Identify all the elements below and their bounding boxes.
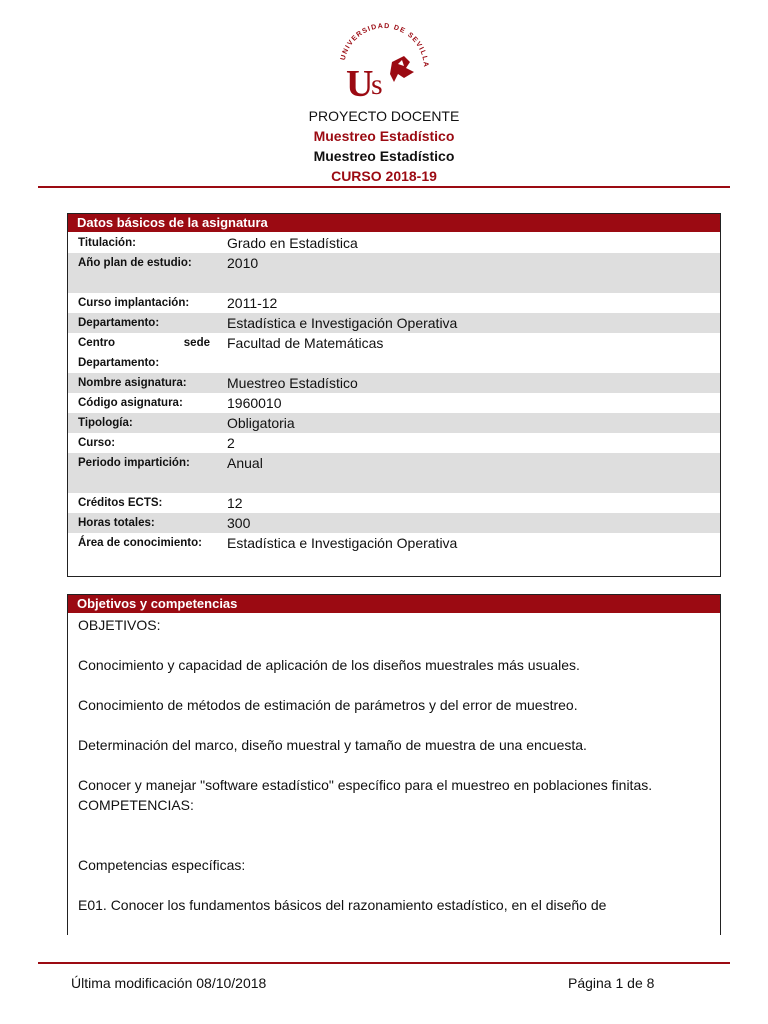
competency-item: E01. Conocer los fundamentos básicos del razonamiento estadístico, en el diseño de	[78, 897, 607, 913]
row-label: Área de conocimiento:	[78, 537, 202, 549]
course-year: CURSO 2018-19	[331, 168, 437, 184]
page-number: Página 1 de 8	[568, 975, 655, 991]
objectives-box	[67, 594, 721, 935]
university-logo	[334, 22, 434, 104]
objective-item: Conocimiento de métodos de estimación de parámetros y del error de muestreo.	[78, 697, 578, 713]
row-value: Anual	[227, 455, 263, 471]
data-row	[68, 453, 720, 493]
basic-data-heading: Datos básicos de la asignatura	[68, 214, 720, 232]
row-label: Centro sede Departamento:	[78, 337, 210, 369]
row-label: Créditos ECTS:	[78, 497, 163, 509]
row-value: Facultad de Matemáticas	[227, 335, 384, 351]
university-seal-icon	[334, 22, 434, 104]
objective-item: Conocimiento y capacidad de aplicación de los diseños muestrales más usuales.	[78, 657, 580, 673]
data-row	[68, 233, 720, 253]
row-value: Grado en Estadística	[227, 235, 358, 251]
row-label: Periodo impartición:	[78, 457, 190, 469]
data-row	[68, 413, 720, 433]
row-value: 2011-12	[227, 295, 278, 311]
row-label: Tipología:	[78, 417, 133, 429]
row-value: Muestreo Estadístico	[227, 375, 358, 391]
data-row	[68, 533, 720, 573]
row-value: Estadística e Investigación Operativa	[227, 535, 458, 551]
basic-data-box	[67, 213, 721, 577]
header-divider	[38, 186, 730, 188]
data-row	[68, 433, 720, 453]
last-modified: Última modificación 08/10/2018	[71, 975, 267, 991]
data-row	[68, 513, 720, 533]
row-value: Estadística e Investigación Operativa	[227, 315, 458, 331]
row-label: Nombre asignatura:	[78, 377, 187, 389]
subject-title: Muestreo Estadístico	[313, 148, 455, 164]
row-label: Año plan de estudio:	[78, 257, 192, 269]
subject-title-red: Muestreo Estadístico	[313, 128, 455, 144]
row-label: Departamento:	[78, 317, 160, 329]
row-label: Horas totales:	[78, 517, 155, 529]
objectives-label: OBJETIVOS:	[78, 617, 161, 633]
doc-type: PROYECTO DOCENTE	[308, 108, 460, 124]
data-row	[68, 253, 720, 293]
row-value: 300	[227, 515, 251, 531]
row-label: Código asignatura:	[78, 397, 183, 409]
svg-text:s: s	[371, 68, 383, 101]
row-value: 1960010	[227, 395, 282, 411]
data-row	[68, 373, 720, 393]
row-value: Obligatoria	[227, 415, 295, 431]
row-label: Curso:	[78, 437, 116, 449]
svg-text:U: U	[346, 63, 374, 104]
row-label: Titulación:	[78, 237, 136, 249]
objectives-heading: Objetivos y competencias	[68, 595, 720, 613]
data-row	[68, 393, 720, 413]
objective-item: Conocer y manejar "software estadístico" específico para el muestreo en poblaciones finitas.	[78, 777, 653, 793]
specific-competencies-label: Competencias específicas:	[78, 857, 246, 873]
data-row	[68, 493, 720, 513]
svg-text:UNIVERSIDAD DE SEVILLA: UNIVERSIDAD DE SEVILLA	[339, 22, 430, 69]
competencies-label: COMPETENCIAS:	[78, 797, 194, 813]
row-value: 12	[227, 495, 243, 511]
footer-divider	[38, 962, 730, 964]
data-row	[68, 293, 720, 313]
objective-item: Determinación del marco, diseño muestral y tamaño de muestra de una encuesta.	[78, 737, 587, 753]
data-row	[68, 333, 720, 373]
row-value: 2010	[227, 255, 259, 271]
row-value: 2	[227, 435, 235, 451]
row-label: Curso implantación:	[78, 297, 190, 309]
data-row	[68, 313, 720, 333]
